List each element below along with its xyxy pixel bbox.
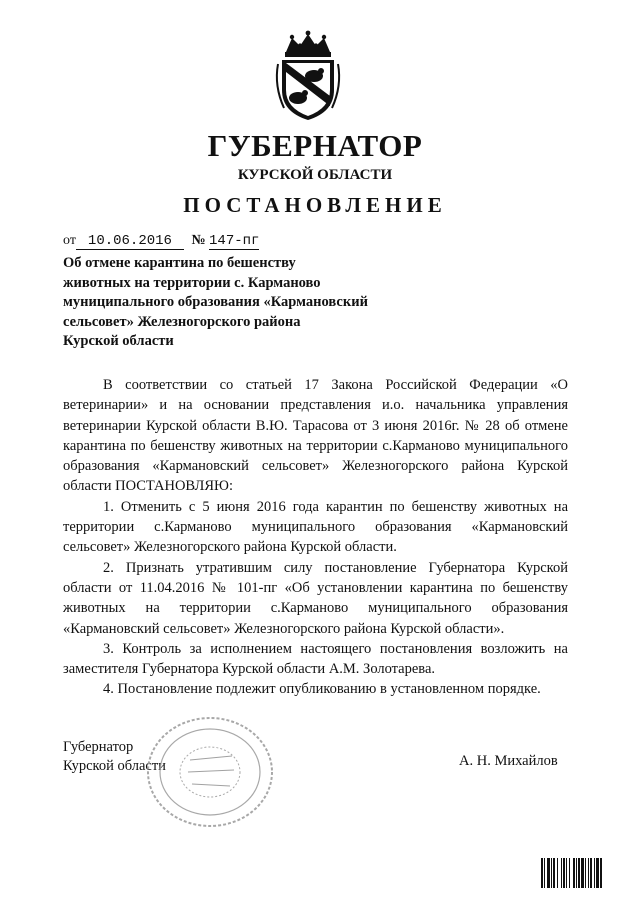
barcode-bar — [547, 858, 550, 888]
barcode-bar — [557, 858, 558, 888]
official-stamp-icon — [140, 712, 280, 832]
document-authority-title: ГУБЕРНАТОР — [207, 128, 423, 163]
barcode-bar — [581, 858, 584, 888]
barcode-bar — [576, 858, 577, 888]
document-date: 10.06.2016 — [76, 233, 184, 250]
barcode-bar — [588, 858, 589, 888]
body-paragraph: 4. Постановление подлежит опубликованию в установленном порядке. — [103, 681, 541, 698]
barcode-bar — [544, 858, 545, 888]
barcode-bar — [541, 858, 543, 888]
barcode-bar — [569, 858, 570, 888]
barcode-bar — [594, 858, 595, 888]
subject-line: Об отмене карантина по бешенству — [63, 255, 296, 271]
body-paragraph: В соответствии со статьей 17 Закона Российской Федерации «О ветеринарии» и на основании представления и.о. начальника управления ветеринарии Курской области В.Ю. Тарасова от 3 июня 2016г. № 28 об отмене карантина по бешенству животных на территории с.Карманово муниципального образования «Кармановский сельсовет» Железногорского района Курской области ПОСТАНОВЛЯЮ: — [63, 377, 568, 495]
document-date-number-line — [63, 233, 259, 250]
body-paragraph: 3. Контроль за исполнением настоящего постановления возложить на заместителя Губернатора Курской области А.М. Золотарева. — [63, 640, 568, 678]
number-sign: № — [191, 233, 206, 248]
barcode-bar — [596, 858, 599, 888]
document-type-title: ПОСТАНОВЛЕНИЕ — [183, 193, 447, 217]
body-paragraph: 1. Отменить с 5 июня 2016 года карантин по бешенству животных на территории с.Карманово муниципального образования «Кармановский сельсовет» Железногорского района Курской области. — [63, 498, 568, 556]
coat-of-arms-icon — [270, 30, 346, 122]
barcode-bar — [573, 858, 575, 888]
date-prefix: от — [63, 233, 76, 248]
subject-line: сельсовет» Железногорского района — [63, 313, 301, 330]
document-body — [63, 375, 568, 700]
region-title: КУРСКОЙ ОБЛАСТИ — [237, 167, 393, 183]
subject-line: животных на территории с. Карманово — [63, 274, 321, 291]
signatory-title-line: Губернатор — [63, 739, 134, 755]
subject-line: Курской области — [63, 333, 174, 350]
barcode-bar — [600, 858, 602, 888]
document-subject — [63, 254, 403, 352]
barcode-bar — [578, 858, 580, 888]
barcode-bar — [551, 858, 552, 888]
barcode-bar — [566, 858, 567, 888]
signatory-name: А. Н. Михайлов — [459, 753, 558, 769]
barcode-bar — [563, 858, 565, 888]
subject-line: муниципального образования «Кармановский — [63, 294, 368, 311]
body-paragraph: 2. Признать утратившим силу постановление Губернатора Курской области от 11.04.2016 № 101-пг «Об установлении карантина по бешенству животных на территории с.Карманово муниципального образования «Кармановский сельсовет» Железногорского района Курской области». — [63, 559, 568, 637]
barcode-bar — [561, 858, 562, 888]
document-number: 147-пг — [209, 233, 260, 249]
barcode-bar — [553, 858, 555, 888]
barcode-bar — [590, 858, 592, 888]
barcode-icon — [541, 858, 627, 888]
barcode-bar — [585, 858, 586, 888]
signatory-title-line: Курской области — [63, 758, 166, 774]
